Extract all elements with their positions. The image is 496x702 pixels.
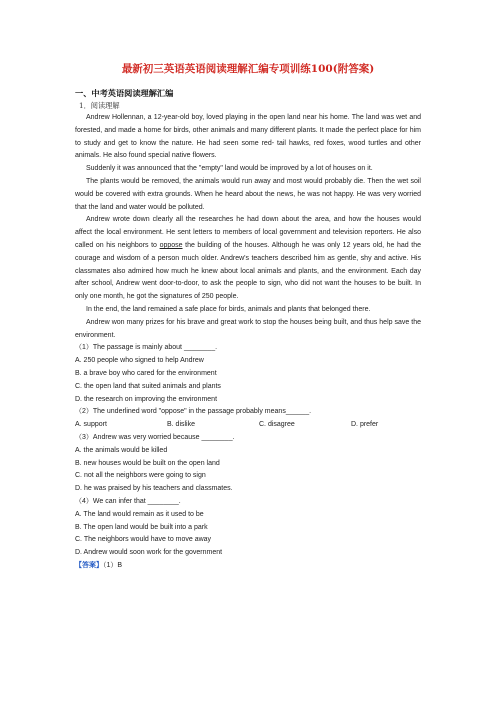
question-3-option-c: C. not all the neighbors were going to sign bbox=[75, 472, 206, 480]
section-heading: 一、中考英语阅读理解汇编 bbox=[75, 88, 174, 98]
passage-paragraph-2: Suddenly it was announced that the "empty" land would be improved by a lot of houses on it. bbox=[86, 165, 373, 173]
passage-paragraph-4-start: Andrew wrote down clearly all the researches he had down about the area, and how the houses would affect the local environment. He sent letters to members of local government and television reporters. He also called on his neighbors to bbox=[75, 216, 421, 249]
question-2-option-b: B. dislike bbox=[167, 421, 196, 429]
question-4-option-a: A. The land would remain as it used to be bbox=[75, 510, 204, 518]
question-1-option-a: A. 250 people who signed to help Andrew bbox=[75, 357, 204, 365]
question-3-option-b: B. new houses would be built on the open land bbox=[75, 459, 220, 467]
answer-text: （1）B bbox=[103, 561, 123, 569]
question-4-option-b: B. The open land would be built into a park bbox=[75, 523, 208, 531]
passage-paragraph-4-rest: the building of the houses. Although he was only 12 years old, he had the courage and wisdom of a person much older. Andrew's teachers described him as gentle, shy and active. His classmates also admired how much he knew about local animals and plants, and the environment. Each day after school, Andrew went door-to-door, to ask the people to sign, who did not want the houses to be built. In only one month, he got the signatures of 250 people. bbox=[75, 241, 421, 301]
underlined-word-oppose: oppose bbox=[159, 241, 183, 249]
answer-label: 【答案】 bbox=[75, 561, 103, 569]
question-4-option-c: C. The neighbors would have to move away bbox=[75, 536, 212, 544]
question-2-stem: （2）The underlined word "oppose" in the passage probably means______. bbox=[75, 408, 312, 416]
question-1-option-b: B. a brave boy who cared for the environment bbox=[75, 369, 217, 377]
question-4-stem: （4）We can infer that ________. bbox=[75, 497, 181, 505]
question-3-option-d: D. he was praised by his teachers and classmates. bbox=[75, 485, 233, 493]
question-4-option-d: D. Andrew would soon work for the government bbox=[75, 549, 223, 557]
question-2-option-a: A. support bbox=[75, 421, 107, 429]
passage-paragraph-5: In the end, the land remained a safe place for birds, animals and plants that belonged there. bbox=[86, 305, 371, 313]
question-1-stem: （1）The passage is mainly about ________. bbox=[75, 344, 218, 352]
question-3-option-a: A. the animals would be killed bbox=[75, 446, 168, 454]
question-2-options bbox=[75, 419, 421, 432]
question-1-option-c: C. the open land that suited animals and plants bbox=[75, 382, 221, 390]
document-title: 最新初三英语英语阅读理解汇编专项训练100(附答案) bbox=[121, 63, 375, 75]
passage-paragraph-3: The plants would be removed, the animals would run away and most would probably die. Then the wet soil would be covered with extra grounds. When he heard about the news, he was not happy. He was very worried that the land and water would be polluted. bbox=[75, 177, 421, 211]
answer-line bbox=[75, 560, 421, 573]
question-label: 1．阅读理解 bbox=[79, 101, 120, 110]
document-body bbox=[75, 112, 421, 573]
passage-paragraph-4 bbox=[75, 214, 421, 304]
question-3-stem: （3）Andrew was very worried because ________. bbox=[75, 433, 235, 441]
question-2-option-d: D. prefer bbox=[351, 421, 379, 429]
passage-paragraph-1: Andrew Hollennan, a 12-year-old boy, loved playing in the open land near his home. The land was wet and forested, and made a home for birds, other animals and many different plants. It made the perfect place for him to study and get to know the nature. He had seen some red- tail hawks, red foxes, wood turtles and other animals. He also found special native flowers. bbox=[75, 114, 421, 160]
question-1-option-d: D. the research on improving the environment bbox=[75, 395, 218, 403]
question-2-option-c: C. disagree bbox=[259, 421, 295, 429]
passage-paragraph-6: Andrew won many prizes for his brave and great work to stop the houses being built, and thus help save the environment. bbox=[75, 318, 421, 339]
